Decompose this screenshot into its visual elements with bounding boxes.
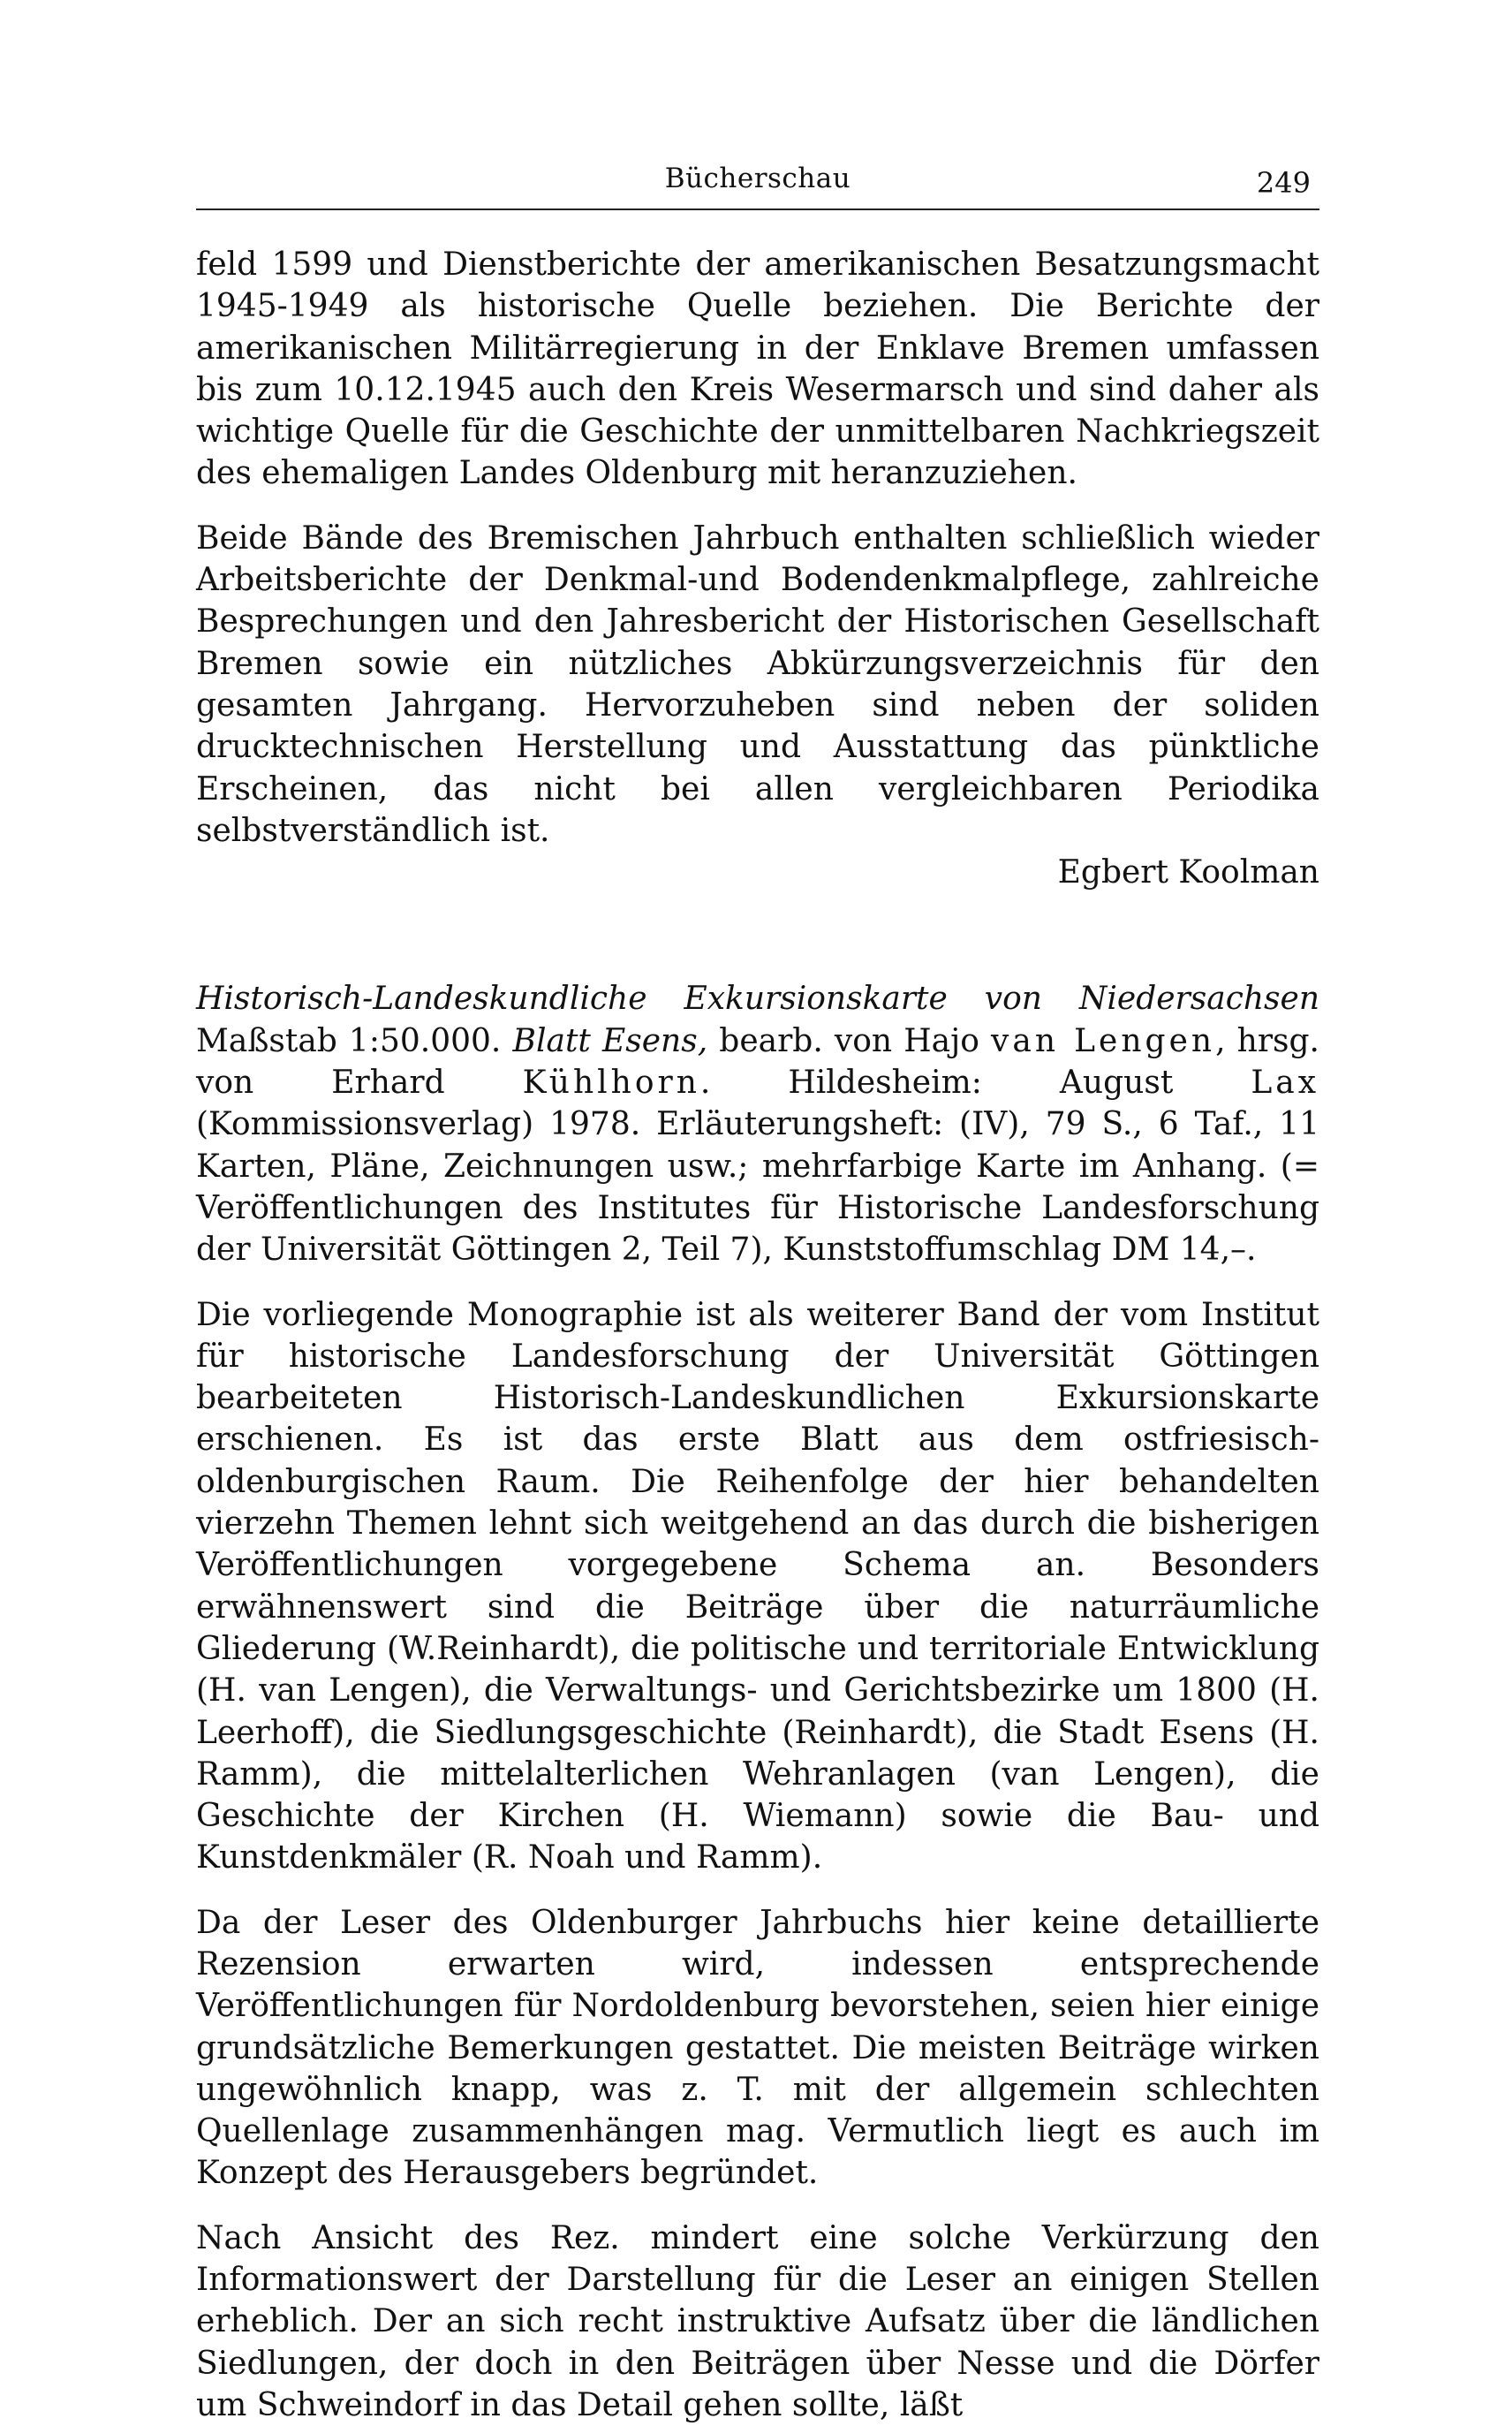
bibliographic-text: [196, 978, 1319, 1270]
paragraph-bremisches-jahrbuch: Beide Bände des Bremischen Jahrbuch enthalten schließlich wieder Arbeitsberichte der Denkmal-und Bodendenkmalpflege, zahlreiche Besprechungen und den Jahresbericht der Historischen Gesellschaft Bremen sowie ein nützliches Abkürzungsverzeichnis für den gesamten Jahrgang. Hervorzuheben sind neben der soliden drucktechnischen Herstellung und Ausstattung das pünktliche Erscheinen, das nicht bei allen vergleichbaren Periodika selbstverständlich ist.: [196, 519, 1319, 849]
publisher-prefix: , hrsg. von Erhard: [196, 1022, 1319, 1102]
book-scale: Maßstab 1:50.000.: [196, 1022, 502, 1059]
page-body: [196, 244, 1319, 2426]
page-number: 249: [1256, 166, 1311, 200]
publisher-name: Kühlhorn: [522, 1065, 700, 1102]
reviewer-signature: Egbert Koolman: [1057, 854, 1319, 891]
review-paragraph-1: Die vorliegende Monographie ist als weiterer Band der vom Institut für historische Landesforschung der Universität Göttingen bearbeiteten Historisch-Landeskundlichen Exkursionskarte erschienen. Es ist das erste Blatt aus dem ostfriesisch-oldenburgischen Raum. Die Reihenfolge der hier behandelten vierzehn Themen lehnt sich weitgehend an das durch die bisherigen Veröffentlichungen vorgegebene Schema an. Besonders erwähnenswert sind die Beiträge über die naturräumliche Gliederung (W.Reinhardt), die politische und territoriale Entwicklung (H. van Lengen), die Verwaltungs- und Gerichtsbezirke um 1800 (H. Leerhoff), die Siedlungsgeschichte (Reinhardt), die Stadt Esens (H. Ramm), die mittelalterlichen Wehranlagen (van Lengen), die Geschichte der Kirchen (H. Wiemann) sowie die Bau- und Kunstdenkmäler (R. Noah und Ramm).: [196, 1296, 1319, 1876]
review-paragraph-3: Nach Ansicht des Rez. mindert eine solche Verkürzung den Informationswert der Darstellung für die Leser an einigen Stellen erheblich. Der an sich recht instruktive Aufsatz über die ländlichen Siedlungen, der doch in den Beiträgen über Nesse und die Dörfer um Schweindorf in das Detail gehen sollte, läßt: [196, 2219, 1319, 2423]
sheet-title: Blatt Esens,: [512, 1022, 708, 1059]
publisher-lax: Lax: [1251, 1065, 1319, 1102]
bibliographic-details: (Kommissionsverlag) 1978. Erläuterungsheft: (IV), 79 S., 6 Taf., 11 Karten, Pläne, Zeichnungen usw.; mehrfarbige Karte im Anhang. (= Veröffentlichungen des Institutes für Historische Landesforschung der Universität Göttingen 2, Teil 7), Kunststoffumschlag DM 14,–.: [196, 1106, 1319, 1269]
header-rule: [196, 208, 1319, 210]
publisher-suffix: . Hildesheim: August: [699, 1065, 1251, 1102]
paragraph-continuation: feld 1599 und Dienstberichte der amerikanischen Besatzungsmacht 1945-1949 als historische Quelle beziehen. Die Berichte der amerikanischen Militärregierung in der Enklave Bremen umfassen bis zum 10.12.1945 auch den Kreis Wesermarsch und sind daher als wichtige Quelle für die Geschichte der unmittelbaren Nachkriegszeit des ehemaligen Landes Oldenburg mit heranzuziehen.: [196, 246, 1319, 492]
book-title: Historisch-Landeskundliche Exkursionskarte von Niedersachsen: [196, 981, 1319, 1018]
review-paragraph-2: Da der Leser des Oldenburger Jahrbuchs hier keine detaillierte Rezension erwarten wird, indessen entsprechende Veröffentlichungen für Nordoldenburg bevorstehen, seien hier einige grundsätzliche Bemerkungen gestattet. Die meisten Beiträge wirken ungewöhnlich knapp, was z. T. mit der allgemein schlechten Quellenlage zusammenhängen mag. Vermutlich liegt es auch im Konzept des Herausgebers begründet.: [196, 1904, 1319, 2192]
editor-name: van Lengen: [991, 1022, 1216, 1059]
running-head-title: Bücherschau: [664, 163, 851, 194]
bibliographic-entry: [196, 978, 1319, 1270]
edited-by-prefix: bearb. von Hajo: [707, 1022, 992, 1059]
running-head: [196, 163, 1319, 205]
